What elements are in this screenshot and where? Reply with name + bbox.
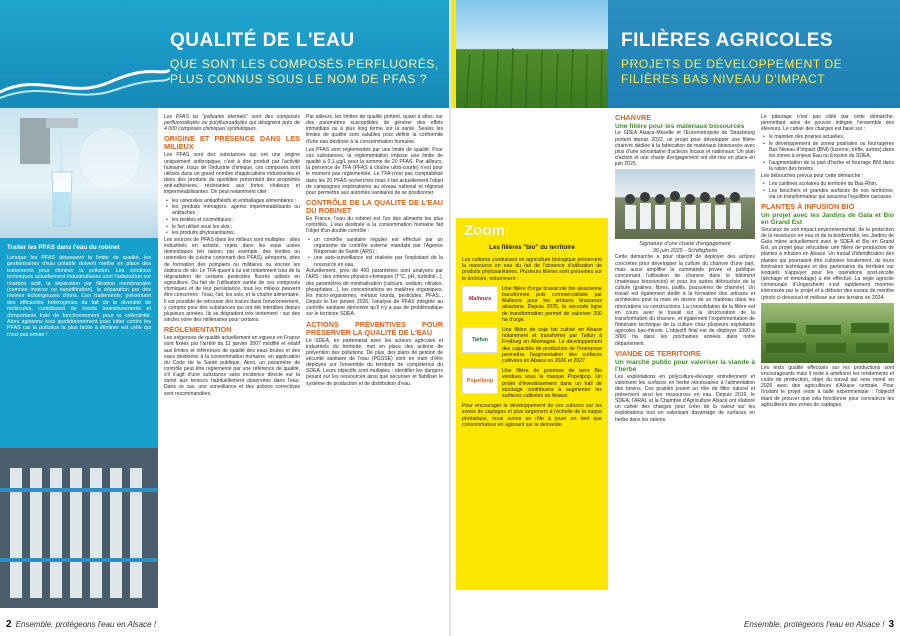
- paragraph: Par ailleurs, les limites de qualité portent, quant à elles, sur des paramètres susceptibles de générer des effets immédiats ou à plus long terme sur la santé. Seules les limites de qualité sont valables pour définir la conformité d'une eau destinée à la consommation humaine.: [306, 114, 443, 145]
- footer-right: [744, 619, 894, 630]
- malteurs-logo: Malteurs: [462, 286, 498, 312]
- footer-left: [6, 619, 156, 630]
- zoom-item: [462, 368, 602, 399]
- page-number: 2: [6, 619, 12, 630]
- article-column-middle: [615, 114, 755, 608]
- list-item: • Les bouchers et grandes surfaces de nos territoires, via un transformateur qui assurera l'équilibre carcasse.: [769, 188, 894, 200]
- zoom-label: Zoom: [464, 222, 505, 239]
- zoom-item-text: Une filière de soja bio cultivé en Alsace notamment et transformé par Taifun à Freiburg en Allemagne. Le développement des capacités de production de l'entreprise permettra l'augmentation des surfaces cultivées en Alsace en 2026 et 2027.: [502, 327, 602, 365]
- heading-chanvre: CHANVRE: [615, 113, 652, 122]
- page-left: [0, 0, 449, 636]
- heading-plantes: PLANTES À INFUSION BIO: [761, 202, 855, 212]
- bullet-list: [761, 181, 894, 200]
- paragraph: Soucieux de son impact environnemental, de la protection de la ressource en eau et de la biodiversité, les Jardins de Gaïa mène actuellement avec le SDEA et Bio en Grand Est, un projet pour relocaliser une filière de production de plantes à infusion en Alsace. Un travail d'identification des plantes qui pourraient être cultivées localement, de leurs itinéraires techniques et des partenaires du territoire sur lesquels s'appuyer pour les opérations post-récolte (séchage et émondage) a été effectué. La régie agricole communale d'Ungersheim s'est rapidement montrée intéressée par le projet et a débuter des essais de menthe (photo ci-dessous) et mélisse sur ses terrains en 2024.: [761, 226, 894, 301]
- popelipop-logo: Popelipop: [462, 368, 498, 394]
- zoom-item: [462, 286, 602, 323]
- paragraph: Les exploitations en polyculture-élevage entretiennent et valorisent les surfaces en herbe nécessaires à l'alimentation des bovins. Ces prairies jouent un rôle de filtre naturel et préservent ainsi les ressources en eau. Depuis 2019, le SDEA, l'ARAL et la Chambre d'Agriculture Alsace ont élaboré un cahier des charges pour créer de la valeur sur les exploitations tout en valorisant davantage de surfaces en herbe dans les rations.: [615, 373, 755, 423]
- photo-hemp-field: [456, 0, 608, 108]
- zoom-intro: Les cultures conduisant en agriculture biologique préservent la ressource en eau du fait de l'absence d'utilisation de produits phytosanitaires. Plusieurs filières sont présentes sur le territoire, notamment :: [462, 257, 602, 282]
- list-item: • les textiles et cosmétiques ;: [172, 217, 300, 223]
- list-item: • le développement de zones prairiales ou fourragères Bas Niveau d'Impact (BNI) (luzerne, trèfle, autres) dans les zones à enjeux Eau ou Erosion du SDEA,: [769, 141, 894, 159]
- heading-viande: VIANDE DE TERRITOIRE: [615, 348, 701, 358]
- sidebox-text: Lorsque les PFAS dépassent la limite de qualité, les gestionnaires d'eau potable doivent mettre en place des traitements pour éliminer la pollution. Les solutions techniques actuellement industrialisées sont l'adsorption sur charbon actif, la séparation par filtration membranaire (osmose inverse ou nanofiltration), la séparation par des résines échangeuses d'ions. Ces traitements, présentant des efficacités hétérogènes du fait de la diversité de molécules, contribuent de lourds investissements et d'importants frais de fonctionnement pour la collectivité. Alors agissons tous quotidiennement pour lutter contre les PFAS car la pollution la plus facile à éliminer est celle qui n'est pas émise !: [7, 255, 151, 338]
- list-item: • le maintien des prairies actuelles,: [769, 134, 894, 140]
- paragraph: Les débouchés prévus pour cette démarche :: [761, 172, 864, 179]
- page-right: [451, 0, 900, 636]
- article-column-2: [306, 114, 443, 608]
- footer-slogan: Ensemble, protégeons l'eau en Alsace !: [744, 620, 885, 629]
- list-item: • l'augmentation de la part d'herbe et fourrage BNI dans la ration des bovins.: [769, 160, 894, 172]
- list-item: • un contrôle sanitaire régulier est effectué par un organisme de contrôle externe mandaté par l'Agence Régionale de Santé (ARS) ;: [314, 237, 443, 255]
- footer-slogan: Ensemble, protégeons l'eau en Alsace !: [15, 620, 156, 629]
- taifun-logo: Taifun: [462, 327, 498, 353]
- subheading-plantes: Un projet avec les Jardins de Gaïa et Bio en Grand Est: [761, 212, 894, 227]
- paragraph: Les PFAS sont des substances qui ont une origine uniquement anthropique, c'est à dire produit par l'activité humaine. Issus de l'industrie chimique, ces composés sont utilisés dans un grand nombre d'applications industrielles et dans des produits du quotidien présentant des propriétés anti-adhésives, résistantes aux fortes chaleurs et imperméabilisantes. On peut notamment citer :: [164, 152, 300, 196]
- zoom-item-text: Une filière de pommes de terre Bio vendues sous la marque Popelipop. Un projet d'investissement dans un hall de stockage contribuera à augmenter les surfaces cultivées en Alsace.: [502, 368, 602, 400]
- bullet-list: [761, 134, 894, 172]
- list-item: • une auto-surveillance est réalisée par l'exploitant de la ressource en eau.: [314, 255, 443, 267]
- subheading-viande: Un marché public pour valoriser la viande à l'herbe: [615, 358, 755, 374]
- bullet-list: [306, 237, 443, 268]
- paragraph: Le SDEA, en partenariat avec les acteurs agricoles et industriels du territoire, met en place des actions de prévention des pollutions. De plus, des plans de gestion de sécurité sanitaire de l'eau (PGSSE) sont en train d'être déployés sur l'ensemble du territoire de compétence du SDEA. Leurs objectifs sont multiples : identifier les dangers pesant sur les ressources ainsi que sécuriser et fiabiliser le système de production et de distribution d'eau.: [306, 337, 443, 387]
- paragraph: Les PFAS sont réglementés par une limite de qualité. Pour ces substances, la réglementation impose une limite de qualité à 0,1 µg/L pour la somme de 20 PFAS. Par ailleurs, la présence de TFA (PFAS à chaîne ultra-courte) n'est pour le moment pas réglementée. Le TFA n'est pas comptabilisé dans les 20 PFAS recherchés mais il fait actuellement l'objet de campagnes exploratoires au niveau national et régional pour permettre aux autorités sanitaires de se positionner.: [306, 146, 443, 196]
- zoom-box: [456, 218, 608, 590]
- photo-filtration-plant: [0, 448, 158, 608]
- paragraph: Le pâturage n'est pas ciblé par cette démarche, permettant ainsi de pouvoir intégrer l'ensemble des éleveurs. Le cahier des charges est basé sur :: [761, 114, 894, 133]
- caption-line-2: 30 juin 2025 - Schiltigheim: [652, 247, 718, 254]
- photo-glass-of-water: [0, 108, 158, 238]
- page-subtitle: QUE SONT LES COMPOSÉS PERFLUORÉS, PLUS CONNUS SOUS LE NOM DE PFAS ?: [170, 57, 439, 86]
- zoom-item-text: Une filière d'orge brassicole bio alsacienne transformée puis commercialisée par Malteurs pour les artisans brasseurs alsaciens. Depuis 2025, la seconde ligne de transformation permet de valoriser 200 ha d'orge.: [502, 285, 602, 323]
- wave-decoration-icon: [0, 62, 170, 102]
- paragraph: Cette démarche a pour objectif de déployer des actions concrètes pour développer la culture du chanvre d'une part, mais aussi amplifier la commande privée et publique concernant l'utilisation de chanvre dans le bâtiment (matériaux biosourcés) et pour les autres débouchés de la culture (graines, fibres, paillis, poussières de chanvre). Un travail est également dédié à la formation des artisans et architectes pour la mise en œuvre de ce matériau dans les rénovations ou constructions. La consolidation de la filière est en cours avec le travail sur la structuration de la transformation du chanvre, et également l'expérimentation de l'itinéraire technique de la culture chez plusieurs exploitants agricoles bas-rhinois. L'objectif final est de déployer 1000 à 3000 ha dans les prochaines années dans notre département.: [615, 254, 755, 347]
- page-title-right: FILIÈRES AGRICOLES: [621, 30, 834, 51]
- sidebox-title: Traiter les PFAS dans l'eau du robinet: [7, 244, 120, 251]
- page-number: 3: [888, 619, 894, 630]
- paragraph: Actuellement, près de 400 paramètres sont analysés par l'ARS : des critères physico-chimiques (T°C, pH, turbidité...), des paramètres de minéralisation (calcium, sodium, nitrates, phosphates...), les concentrations en matières organiques, les micro-organismes, métaux lourds, pesticides, PFAS... Depuis le 1er janvier 2026, l'analyse de PFAS intégrée au contrôle sanitaire démontre qu'il n'y a pas de problématique sur le territoire SDEA.: [306, 268, 443, 318]
- page-title: QUALITÉ DE L'EAU: [170, 30, 355, 51]
- list-item: • le fart utilisé sous les skis ;: [172, 224, 300, 230]
- article-column-1: [164, 114, 300, 608]
- list-item: • les produits phytosanitaires.: [172, 230, 300, 236]
- list-item: • Les cantines scolaires du territoire du Bas-Rhin,: [769, 181, 894, 187]
- intro-text: Les PFAS ou "polluants éternels" sont des composés perfluoroalkylés ou polyfluoroalkylés qui désignent près de 4 000 composés chimiques synthétiques.: [164, 114, 300, 133]
- photo-mint-field: [761, 303, 894, 363]
- paragraph: En France, l'eau du robinet est l'un des aliments les plus contrôlés. L'eau destinée à la consommation humaine fait l'objet d'un double contrôle :: [306, 216, 443, 235]
- paragraph: Les tests qualité effectués sur les productions sont encourageants mais il reste à améliorer les rendements et coûts de production, objet du travail qui sera mené en 2026 avec des agriculteurs d'Alsace centrale. Pour l'instant le projet reste à taille expérimentale : l'objectif étant de prouver que cela fonctionne pour convaincre les agriculteurs des zones de captages.: [761, 364, 894, 408]
- photo-charter-signing: [615, 169, 755, 239]
- zoom-item: [462, 327, 602, 364]
- hero-banner-left: [0, 0, 449, 108]
- zoom-title: Les filières "bio" du territoire: [489, 244, 575, 251]
- subheading-chanvre: Une filière pour les matériaux biosourcés: [615, 123, 745, 130]
- page-subtitle-right: PROJETS DE DÉVELOPPEMENT DE FILIÈRES BAS NIVEAU D'IMPACT: [621, 57, 843, 86]
- heading-reglementation: RÉGLEMENTATION: [164, 325, 232, 335]
- caption-line-1: Signature d'une charte d'engagement: [639, 241, 731, 248]
- article-column-right: [761, 114, 894, 608]
- heading-actions: ACTIONS PRÉVENTIVES POUR PRÉSERVER LA QUALITÉ DE L'EAU: [306, 319, 443, 337]
- heading-controle: CONTRÔLE DE LA QUALITÉ DE L'EAU DU ROBINET: [306, 198, 443, 216]
- zoom-outro: Pour encourager le développement de ces cultures sur les zones de captages et plus largement à l'échelle de la nappe phréatique, nous avons un rôle à jouer en tant que consommateur en agissant sur la demande.: [462, 403, 602, 428]
- bullet-list: [164, 198, 300, 237]
- list-item: • les ustensiles antiadhésifs et emballages alimentaires ;: [172, 198, 300, 204]
- paragraph: Les sources de PFAS dans les milieux sont multiples : sites industriels en activité, rejets dans les eaux usées domestiques (en raison, par exemple, des textiles ou ustensiles de cuisine contenant des PFAS), aéroports, sites de formation des pompiers ou militaires ou encore les stations de ski. Le TFA quant à lui est notamment issu de la dégradation de certains pesticides fluorés utilisés en agriculture. Du fait de l'utilisation variée de ces composés chimiques et de leur persistance, tous les milieux peuvent être concernés : l'eau, l'air, les sols, et la chaîne alimentaire. Il est possible de retrouver des traces dans l'environnement, y compris pour des substances qui ont été interdites depuis plusieurs années. Ils se dégradent très lentement : sur des siècles voire des millénaires pour certains.: [164, 237, 300, 324]
- paragraph: Le SDEA Alsace-Moselle et l'Eurométropole de Strasbourg portent depuis 2022, un projet pour développer une filière chanvre dédiée à la fabrication de matériaux biosourcés avec plus d'une soixantaine d'acteurs locaux et nationaux. Un plan d'action et une charte d'engagement ont été mis en place en juin 2025.: [615, 130, 755, 168]
- paragraph: Les exigences de qualité actuellement en vigueur en France sont fixées par l'arrêté du 11 janvier 2007 modifié et relatif aux limites et références de qualité des eaux brutes et des eaux destinées à la consommation humaine, en application du Code de la Santé publique. Ainsi, un paramètre de contrôle peut être réglementé par une référence de qualité, s'il s'agit d'une substance sans incidence directe sur la santé aux teneurs habituellement observées dans l'eau. Dans ce cas, une surveillance et des actions correctives sont recommandées.: [164, 335, 300, 397]
- list-item: • les produits ménagers, agents imperméabilisants ou antitaches ;: [172, 204, 300, 216]
- photo-caption: [615, 241, 755, 254]
- heading-origine: ORIGINE ET PRÉSENCE DANS LES MILIEUX: [164, 134, 300, 152]
- sidebox-pfas-treatment: [0, 238, 158, 448]
